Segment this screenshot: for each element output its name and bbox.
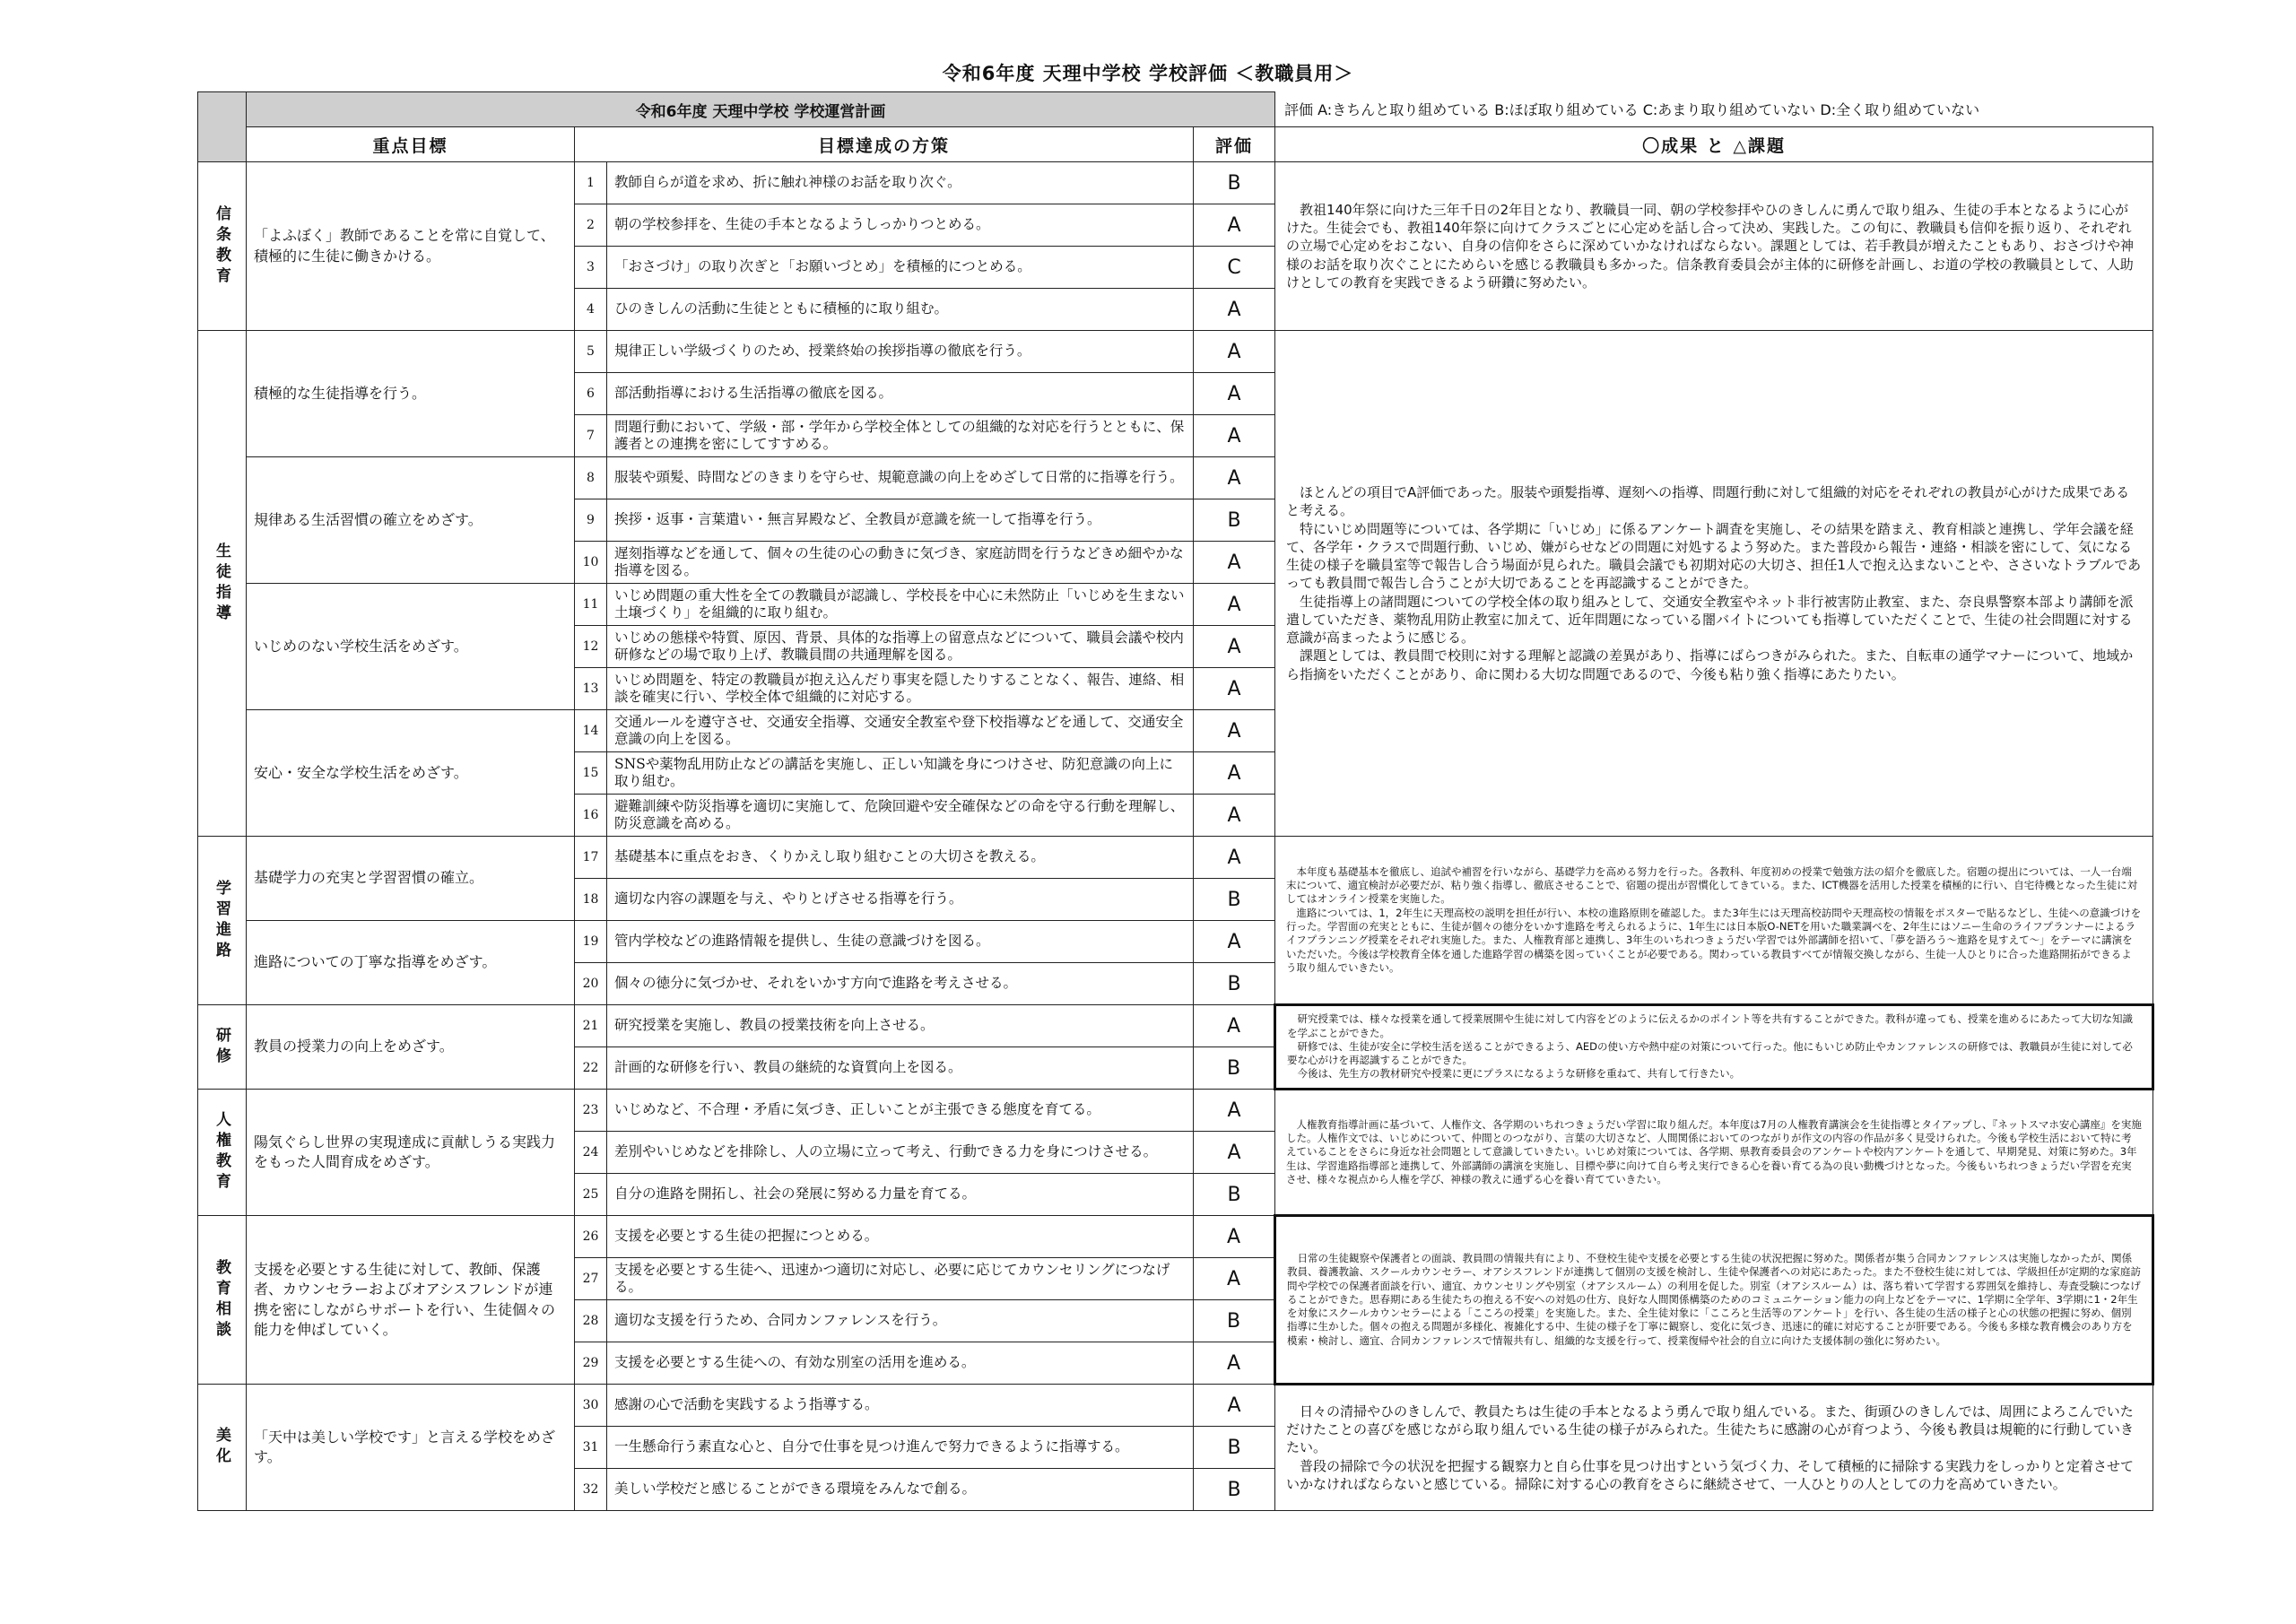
measure-text: いじめの態様や特質、原因、背景、具体的な指導上の留意点などについて、職員会議や校内研修などの場で取り上げ、教職員間の共通理解を図る。 (607, 626, 1194, 668)
goal-column-header: 重点目標 (247, 127, 575, 162)
category-cell: 研修 (198, 1005, 247, 1090)
category-cell: 教育相談 (198, 1216, 247, 1385)
grade-value: A (1194, 584, 1275, 626)
measure-text: 管内学校などの進路情報を提供し、生徒の意識づけを図る。 (607, 921, 1194, 963)
grade-column-header: 評価 (1194, 127, 1275, 162)
evaluation-table-wrapper (197, 91, 2152, 1533)
category-cell: 美化 (198, 1385, 247, 1511)
measure-text: 自分の進路を開拓し、社会の発展に努める力量を育てる。 (607, 1174, 1194, 1216)
grade-value: B (1194, 1427, 1275, 1469)
grade-value: B (1194, 1047, 1275, 1090)
item-number: 17 (575, 837, 607, 879)
measure-text: 美しい学校だと感じることができる環境をみんなで創る。 (607, 1469, 1194, 1511)
goal-cell: 支援を必要とする生徒に対して、教師、保護者、カウンセラーおよびオアシスフレンドが連携を密にしながらサポートを行い、生徒個々の能力を伸ばしていく。 (247, 1216, 575, 1385)
grade-value: A (1194, 626, 1275, 668)
table-row (198, 1216, 2153, 1258)
grade-value: A (1194, 415, 1275, 457)
measure-text: いじめ問題を、特定の教職員が抱え込んだり事実を隠したりすることなく、報告、連絡、相談を確実に行い、学校全体で組織的に対応する。 (607, 668, 1194, 710)
item-number: 29 (575, 1342, 607, 1385)
item-number: 15 (575, 752, 607, 795)
measure-text: 教師自らが道を求め、折に触れ神様のお話を取り次ぐ。 (607, 162, 1194, 204)
table-row (198, 162, 2153, 204)
result-cell (1275, 331, 2153, 837)
table-row (198, 1090, 2153, 1132)
grade-value: A (1194, 1216, 1275, 1258)
grade-value: A (1194, 1005, 1275, 1047)
measure-text: 個々の徳分に気づかせ、それをいかす方向で進路を考えさせる。 (607, 963, 1194, 1005)
result-cell (1275, 1385, 2153, 1511)
item-number: 8 (575, 457, 607, 499)
grade-value: B (1194, 1300, 1275, 1342)
item-number: 24 (575, 1132, 607, 1174)
result-paragraph: 教祖140年祭に向けた三年千日の2年目となり、教職員一同、朝の学校参拝やひのきしんに勇んで取り組み、生徒の手本となるように心がけた。生徒会でも、教祖140年祭に向けてクラスごとに心定めを話し合って決め、実践した。この旬に、教職員も信仰を振り返り、それぞれの立場で心定めをおこない、自身の信仰をさらに深めていかなければならない。課題としては、若手教員が増えたこともあり、おさづけや神様のお話を取り次ぐことにためらいを感じる教職員も多かった。信条教育委員会が主体的に研修を計画し、お道の学校の教職員として、人助けとしての教育を実践できるよう研鑽に努めたい。 (1286, 201, 2135, 291)
measure-text: いじめ問題の重大性を全ての教職員が認識し、学校長を中心に未然防止「いじめを生まない土壌づくり」を組織的に取り組む。 (607, 584, 1194, 626)
measure-text: ひのきしんの活動に生徒とともに積極的に取り組む。 (607, 289, 1194, 331)
result-paragraph: ほとんどの項目でA評価であった。服装や頭髪指導、遅刻への指導、問題行動に対して組織的対応をそれぞれの教員が心がけた成果であると考える。 (1286, 484, 2130, 519)
measure-text: 問題行動において、学級・部・学年から学校全体としての組織的な対応を行うとともに、保護者との連携を密にしてすすめる。 (607, 415, 1194, 457)
measure-text: 遅刻指導などを通して、個々の生徒の心の動きに気づき、家庭訪問を行うなどきめ細やかな指導を図る。 (607, 542, 1194, 584)
item-number: 6 (575, 373, 607, 415)
item-number: 16 (575, 795, 607, 837)
goal-cell: 安心・安全な学校生活をめざす。 (247, 710, 575, 837)
item-number: 32 (575, 1469, 607, 1511)
result-paragraph: 人権教育指導計画に基づいて、人権作文、各学期のいちれつきょうだい学習に取り組んだ。本年度は7月の人権教育講演会を生徒指導とタイアップし、『ネットスマホ安心講座』を実施した。人権作文では、いじめについて、仲間とのつながり、言葉の大切さなど、人間関係においてのつながりが作文の内容の作品が多く見受けられた。今後も学校生活において特に考えていることをさらに身近な社会問題として意識していきたい。いじめ対策については、各学期、県教育委員会のアンケートや校内アンケートを通して、早期発見、対策に努めた。3年生は、学習進路指導部と連携して、外部講師の講演を実施し、目標や夢に向けて自ら考え実行できる心を養い育てる為の良い動機づけとなった。今後もいちれつきょうだい学習を充実させ、様々な視点から人権を学び、神様の教えに通ずる心を養い育てていきたい。 (1286, 1117, 2142, 1185)
item-number: 26 (575, 1216, 607, 1258)
item-number: 27 (575, 1258, 607, 1300)
item-number: 11 (575, 584, 607, 626)
grade-value: A (1194, 204, 1275, 247)
measure-text: 差別やいじめなどを排除し、人の立場に立って考え、行動できる力を身につけさせる。 (607, 1132, 1194, 1174)
result-cell (1275, 837, 2153, 1005)
item-number: 4 (575, 289, 607, 331)
item-number: 20 (575, 963, 607, 1005)
grade-value: A (1194, 373, 1275, 415)
item-number: 13 (575, 668, 607, 710)
table-row (198, 331, 2153, 373)
grade-value: B (1194, 1469, 1275, 1511)
measure-text: 「おさづけ」の取り次ぎと「お願いづとめ」を積極的につとめる。 (607, 247, 1194, 289)
grade-value: B (1194, 879, 1275, 921)
result-paragraph: 本年度も基礎基本を徹底し、追試や補習を行いながら、基礎学力を高める努力を行った。各教科、年度初めの授業で勉強方法の紹介を徹底した。宿題の提出については、一人一台端末について、適宜検討が必要だが、粘り強く指導し、徹底させることで、宿題の提出が習慣化してきている。また、ICT機器を活用した授業を積極的に行い、自宅待機となった生徒に対してはオンライン授業を実施した。 (1286, 864, 2138, 906)
measure-text: 一生懸命行う素直な心と、自分で仕事を見つけ進んで努力できるように指導する。 (607, 1427, 1194, 1469)
table-row (198, 837, 2153, 879)
grade-value: A (1194, 1090, 1275, 1132)
goal-cell: 陽気ぐらし世界の実現達成に貢献しうる実践力をもった人間育成をめざす。 (247, 1090, 575, 1216)
grade-value: B (1194, 963, 1275, 1005)
measure-text: 支援を必要とする生徒への、有効な別室の活用を進める。 (607, 1342, 1194, 1385)
table-row (198, 1005, 2153, 1047)
goal-cell: 規律ある生活習慣の確立をめざす。 (247, 457, 575, 584)
table-row (198, 1385, 2153, 1427)
grade-value: A (1194, 837, 1275, 879)
goal-cell: いじめのない学校生活をめざす。 (247, 584, 575, 710)
measure-text: 基礎基本に重点をおき、くりかえし取り組むことの大切さを教える。 (607, 837, 1194, 879)
measure-text: 避難訓練や防災指導を適切に実施して、危険回避や安全確保などの命を守る行動を理解し、防災意識を高める。 (607, 795, 1194, 837)
goal-cell: 「天中は美しい学校です」と言える学校をめざす。 (247, 1385, 575, 1511)
measure-text: 計画的な研修を行い、教員の継続的な資質向上を図る。 (607, 1047, 1194, 1090)
result-paragraph: 進路については、1，2年生に天理高校の説明を担任が行い、本校の進路原則を確認した。また3年生には天理高校訪問や天理高校の情報をポスターで貼るなどし、生徒への意識づけを行った。学習面の充実とともに、生徒が個々の徳分をいかす進路を考えられるように、1年生には日本版O-NETを用いた職業調べを、2年生にはソニー生命のライフプランナーによるライフプランニング授業をそれぞれ実施した。また、人権教育部と連携し、3年生のいちれつきょうだい学習では外部講師を招いて、「夢を語ろう～進路を見すえて～」をテーマに講演をいただいた。今後は学校教育全体を通した進路学習の構築を図っていくことが必要である。関わっている教員すべてが情報交換しながら、生徒一人ひとりに合った進路開拓ができるよう取り組んでいきたい。 (1286, 906, 2142, 974)
category-cell: 生徒指導 (198, 331, 247, 837)
corner-cell (198, 92, 247, 162)
measure-text: 服装や頭髪、時間などのきまりを守らせ、規範意識の向上をめざして日常的に指導を行う。 (607, 457, 1194, 499)
measure-text: 支援を必要とする生徒の把握につとめる。 (607, 1216, 1194, 1258)
grade-value: A (1194, 457, 1275, 499)
item-number: 21 (575, 1005, 607, 1047)
item-number: 3 (575, 247, 607, 289)
measure-column-header: 目標達成の方策 (575, 127, 1194, 162)
item-number: 2 (575, 204, 607, 247)
goal-cell: 基礎学力の充実と学習習慣の確立。 (247, 837, 575, 921)
grade-value: A (1194, 668, 1275, 710)
category-cell: 学習進路 (198, 837, 247, 1005)
item-number: 1 (575, 162, 607, 204)
grade-value: B (1194, 1174, 1275, 1216)
grade-value: A (1194, 1258, 1275, 1300)
result-paragraph: 日常の生徒観察や保護者との面談、教員間の情報共有により、不登校生徒や支援を必要とする生徒の状況把握に努めた。関係者が集う合同カンファレンスは実施しなかったが、関係教員、養護教諭、スクールカウンセラー、オアシスフレンドが連携して個別の支援を検討し、生徒や保護者への対応にあたった。また不登校生徒に対しては、学級担任が定期的な家庭訪問や学校での保護者面談を行い、適宜、カウンセリングや別室（オアシスルーム）の利用を促した。別室（オアシスルーム）は、落ち着いて学習する雰囲気を維持し、寿査受験につなげることができた。思春期にある生徒たちの抱える不安への対処の仕方、良好な人間関係構築のためのコミュニケーション能力の向上などをテーマに、1学期に全学年、3学期に1・2年生を対象にスクールカウンセラーによる「こころの授業」を実施した。また、全生徒対象に「こころと生活等のアンケート」を行い、各生徒の生活の様子と心の状態の把握に努め、個別指導に生かした。個々の抱える問題が多様化、複雑化する中、生徒の様子を丁寧に観察し、変化に気づき、迅速に的確に対応することが肝要である。今後も多様な教育機会のあり方を模索・検討し、適宜、合同カンファレンスで情報共有し、組織的な支援を行って、授業復帰や社会的自立に向けた支援体制の強化に努めたい。 (1287, 1252, 2141, 1347)
goal-cell: 教員の授業力の向上をめざす。 (247, 1005, 575, 1090)
measure-text: 部活動指導における生活指導の徹底を図る。 (607, 373, 1194, 415)
result-paragraph: 研究授業では、様々な授業を通して授業展開や生徒に対して内容をどのように伝えるかのポイント等を共有することができた。教科が違っても、授業を進めるにあたって大切な知識を学ぶことができた。 (1287, 1012, 2134, 1039)
item-number: 10 (575, 542, 607, 584)
result-paragraph: 日々の清掃やひのきしんで、教員たちは生徒の手本となるよう勇んで取り組んでいる。また、街頭ひのきしんでは、周囲によろこんでいただけたことの喜びを感じながら取り組んでいる生徒の様子がみられた。生徒たちに感謝の心が育つよう、今後も教員は規範的に行動していきたい。 (1286, 1403, 2135, 1456)
result-cell (1275, 1005, 2153, 1090)
grade-value: A (1194, 1132, 1275, 1174)
grade-value: A (1194, 1385, 1275, 1427)
grade-legend: 評価 A:きちんと取り組めている B:ほぼ取り組めている C:あまり取り組めていない D:全く取り組めていない (1275, 92, 2153, 127)
item-number: 19 (575, 921, 607, 963)
grade-value: A (1194, 1342, 1275, 1385)
item-number: 9 (575, 499, 607, 542)
item-number: 7 (575, 415, 607, 457)
measure-text: 交通ルールを遵守させ、交通安全指導、交通安全教室や登下校指導などを通して、交通安全意識の向上を図る。 (607, 710, 1194, 752)
result-paragraph: 課題としては、教員間で校則に対する理解と認識の差異があり、指導にばらつきがみられた。また、自転車の通学マナーについて、地域から指摘をいただくことがあり、命に関わる大切な問題であるので、今後も粘り強く指導にあたりたい。 (1286, 647, 2134, 682)
measure-text: 適切な内容の課題を与え、やりとげさせる指導を行う。 (607, 879, 1194, 921)
item-number: 18 (575, 879, 607, 921)
result-paragraph: 普段の掃除で今の状況を把握する観察力と自ら仕事を見つけ出すという気づく力、そして積極的に掃除する実践力をしっかりと定着させていかなければならないと感じている。掃除に対する心の教育をさらに継続させて、一人ひとりの人としての力を高めていきたい。 (1286, 1457, 2135, 1492)
item-number: 5 (575, 331, 607, 373)
item-number: 30 (575, 1385, 607, 1427)
result-column-header: 〇成果 と △課題 (1275, 127, 2153, 162)
grade-value: A (1194, 542, 1275, 584)
result-cell (1275, 1090, 2153, 1216)
item-number: 12 (575, 626, 607, 668)
measure-text: いじめなど、不合理・矛盾に気づき、正しいことが主張できる態度を育てる。 (607, 1090, 1194, 1132)
measure-text: 支援を必要とする生徒へ、迅速かつ適切に対応し、必要に応じてカウンセリングにつなげる。 (607, 1258, 1194, 1300)
measure-text: 挨拶・返事・言葉遣い・無言昇殿など、全教員が意識を統一して指導を行う。 (607, 499, 1194, 542)
item-number: 22 (575, 1047, 607, 1090)
item-number: 14 (575, 710, 607, 752)
measure-text: 研究授業を実施し、教員の授業技術を向上させる。 (607, 1005, 1194, 1047)
grade-value: B (1194, 162, 1275, 204)
category-cell: 人権教育 (198, 1090, 247, 1216)
grade-value: A (1194, 289, 1275, 331)
grade-value: A (1194, 710, 1275, 752)
result-paragraph: 特にいじめ問題等については、各学期に「いじめ」に係るアンケート調査を実施し、その結果を踏まえ、教育相談と連携し、学年会議を経て、各学年・クラスで問題行動、いじめ、嫌がらせなどの問題に対処するよう努めた。また普段から報告・連絡・相談を密にして、気になる生徒の様子を職員室等で報告し合う場面が見られた。職員会議でも初期対応の大切さ、担任1人で抱え込まないことや、ささいなトラブルであっても教員間で報告し合うことが大切であることを再認識することができた。 (1286, 520, 2142, 592)
category-cell: 信条教育 (198, 162, 247, 331)
measure-text: 感謝の心で活動を実践するよう指導する。 (607, 1385, 1194, 1427)
goal-cell: 「よふぼく」教師であることを常に自覚して、積極的に生徒に働きかける。 (247, 162, 575, 331)
plan-header: 令和6年度 天理中学校 学校運営計画 (247, 92, 1275, 127)
document-title: 令和6年度 天理中学校 学校評価 ＜教職員用＞ (942, 63, 1354, 84)
grade-value: A (1194, 331, 1275, 373)
grade-value: A (1194, 921, 1275, 963)
grade-value: A (1194, 752, 1275, 795)
item-number: 31 (575, 1427, 607, 1469)
result-cell (1275, 162, 2153, 331)
grade-value: B (1194, 499, 1275, 542)
item-number: 28 (575, 1300, 607, 1342)
measure-text: 適切な支援を行うため、合同カンファレンスを行う。 (607, 1300, 1194, 1342)
measure-text: 朝の学校参拝を、生徒の手本となるようしっかりつとめる。 (607, 204, 1194, 247)
result-paragraph: 今後は、先生方の教材研究や授業に更にプラスになるような研修を重ねて、共有して行きたい。 (1297, 1067, 1741, 1081)
item-number: 23 (575, 1090, 607, 1132)
goal-cell: 進路についての丁寧な指導をめざす。 (247, 921, 575, 1005)
item-number: 25 (575, 1174, 607, 1216)
goal-cell: 積極的な生徒指導を行う。 (247, 331, 575, 457)
measure-text: 規律正しい学級づくりのため、授業終始の挨拶指導の徹底を行う。 (607, 331, 1194, 373)
grade-value: C (1194, 247, 1275, 289)
evaluation-table (197, 91, 2154, 1511)
result-paragraph: 研修では、生徒が安全に学校生活を送ることができるよう、AEDの使い方や熱中症の対策について行った。他にもいじめ防止やカンファレンスの研修では、教職員が生徒に対して必要な心がけを再認識することができた。 (1287, 1039, 2133, 1067)
result-cell (1275, 1216, 2153, 1385)
grade-value: A (1194, 795, 1275, 837)
measure-text: SNSや薬物乱用防止などの講話を実施し、正しい知識を身につけさせ、防犯意識の向上に取り組む。 (607, 752, 1194, 795)
result-paragraph: 生徒指導上の諸問題についての学校全体の取り組みとして、交通安全教室やネット非行被害防止教室、また、奈良県警察本部より講師を派遣していただき、薬物乱用防止教室に加えて、近年問題になっている闇バイトについても指導していただくことで、生徒の社会問題に対する意識が高まったように感じる。 (1286, 593, 2134, 647)
